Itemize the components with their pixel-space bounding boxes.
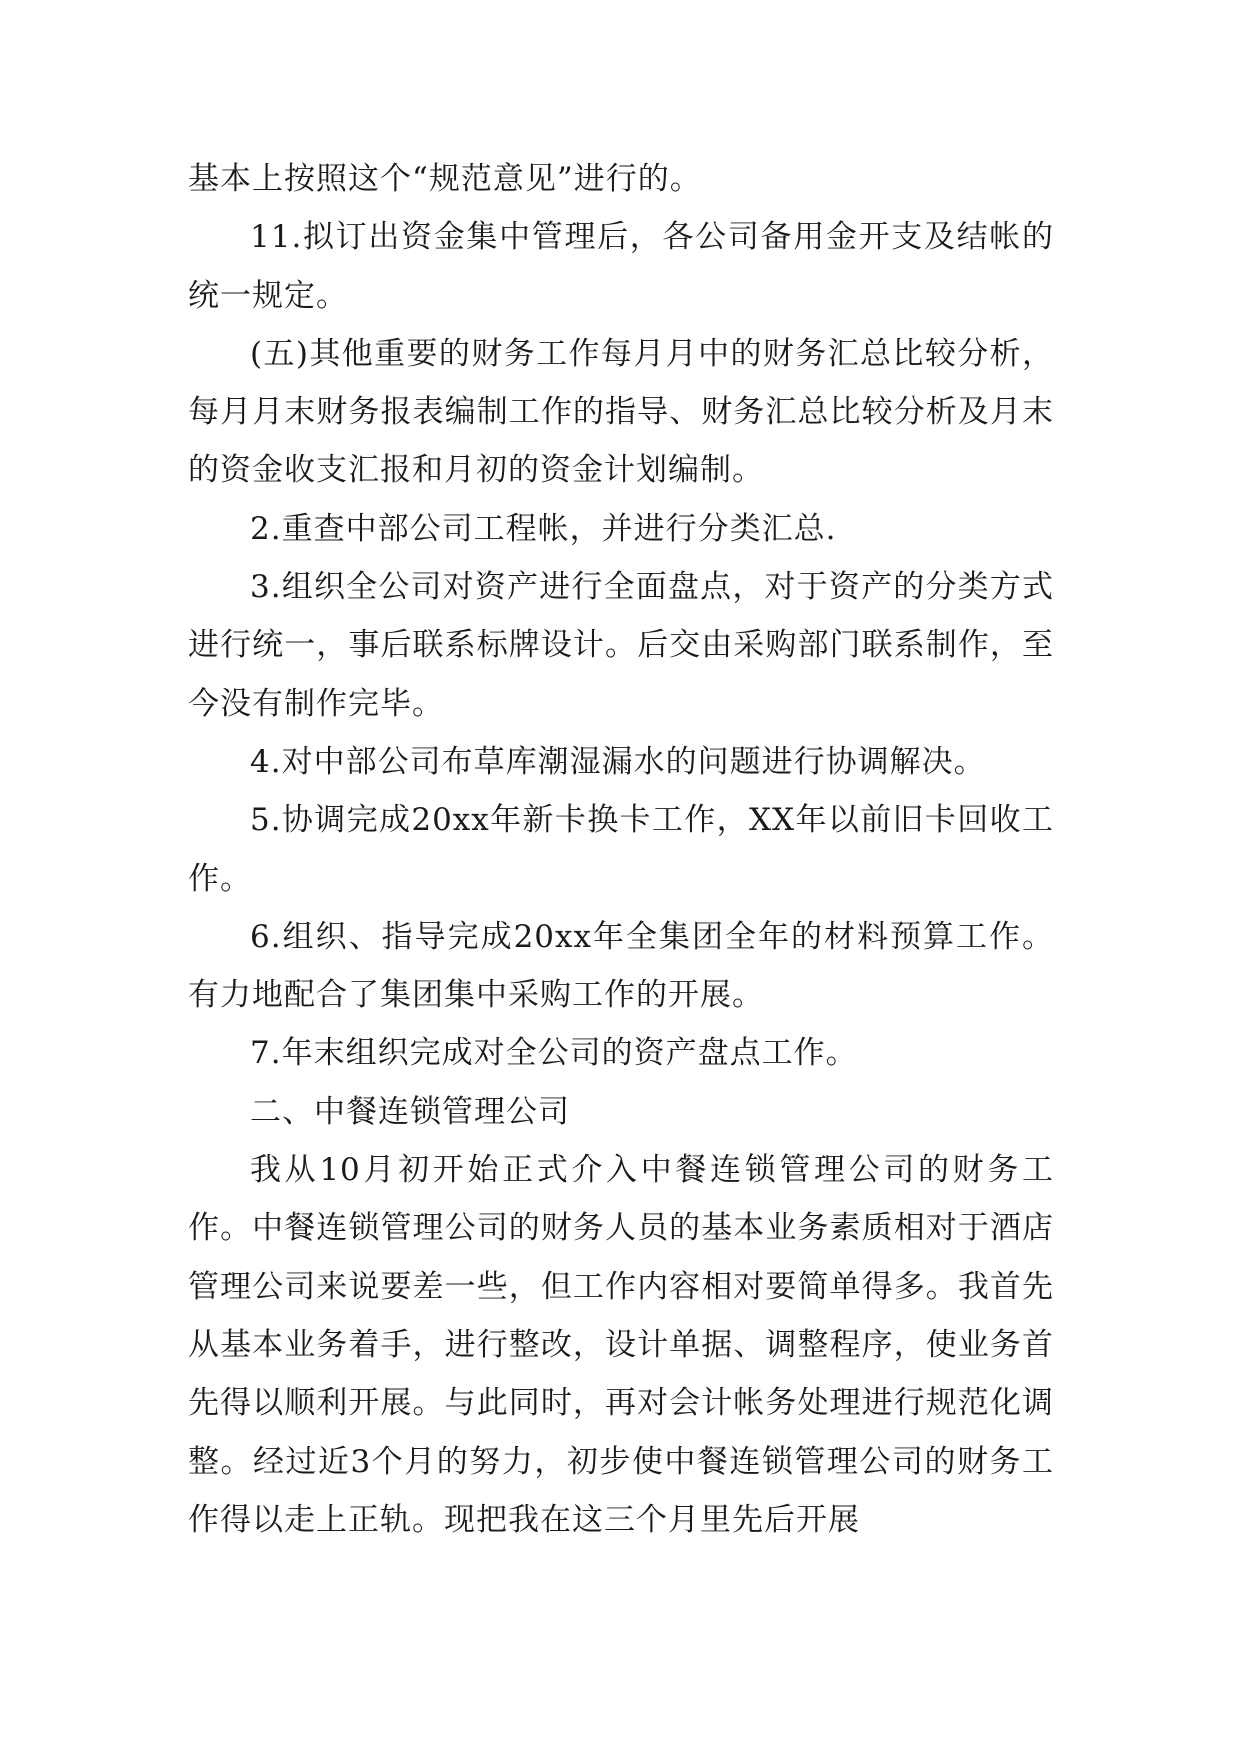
paragraph-8: 6.组织、指导完成20xx年全集团全年的材料预算工作。有力地配合了集团集中采购工作的开展。 [188,918,1054,1014]
paragraph-7: 5.协调完成20xx年新卡换卡工作，XX年以前旧卡回收工作。 [188,802,1054,897]
paragraph-2: 11.拟订出资金集中管理后，各公司备用金开支及结帐的统一规定。 [188,219,1054,314]
document-body [188,150,1054,1549]
paragraph-3: (五)其他重要的财务工作每月月中的财务汇总比较分析，每月月末财务报表编制工作的指导、财务汇总比较分析及月末的资金收支汇报和月初的资金计划编制。 [188,335,1054,489]
paragraph-5: 3.组织全公司对资产进行全面盘点，对于资产的分类方式进行统一，事后联系标牌设计。后交由采购部门联系制作，至今没有制作完毕。 [188,569,1054,722]
paragraph-9: 7.年末组织完成对全公司的资产盘点工作。 [250,1035,858,1072]
paragraph-1: 基本上按照这个“规范意见”进行的。 [188,161,702,197]
paragraph-4: 2.重查中部公司工程帐，并进行分类汇总. [250,510,837,547]
paragraph-6: 4.对中部公司布草库潮湿漏水的问题进行协调解决。 [250,743,986,780]
section-heading: 二、中餐连锁管理公司 [250,1093,570,1130]
paragraph-11: 我从10月初开始正式介入中餐连锁管理公司的财务工作。中餐连锁管理公司的财务人员的基本业务素质相对于酒店管理公司来说要差一些，但工作内容相对要简单得多。我首先从基本业务着手，进行整改，设计单据、调整程序，使业务首先得以顺利开展。与此同时，再对会计帐务处理进行规范化调整。经过近3个月的努力，初步使中餐连锁管理公司的财务工作得以走上正轨。现把我在这三个月里先后开展 [188,1152,1054,1538]
